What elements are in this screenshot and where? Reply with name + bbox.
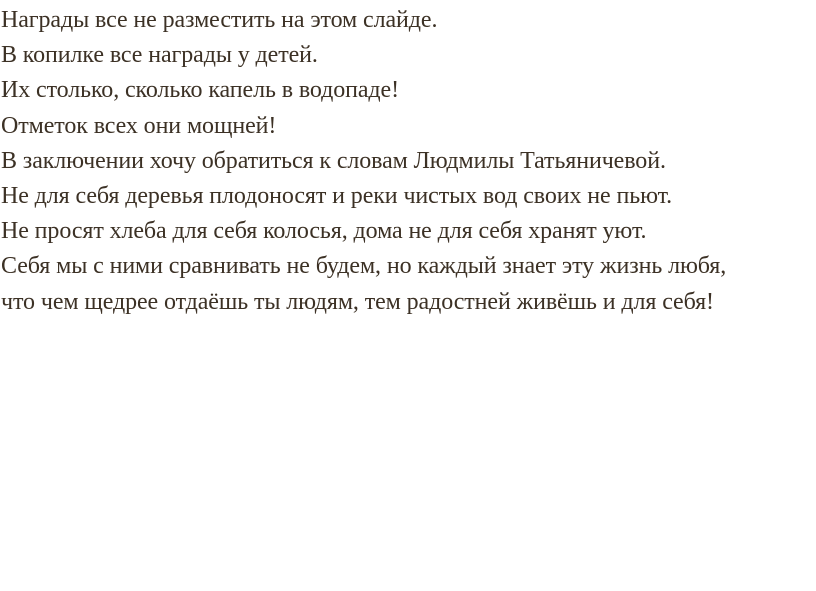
text-line-2: В копилке все награды у детей. [1,42,318,69]
text-line-6: Не для себя деревья плодоносят и реки чистых вод своих не пьют. [1,183,673,210]
text-line-3: Их столько, сколько капель в водопаде! [1,77,399,104]
text-line-8: Себя мы с ними сравнивать не будем, но каждый знает эту жизнь любя, [1,253,727,280]
text-line-1: Награды все не разместить на этом слайде. [1,7,438,33]
text-line-5: В заключении хочу обратиться к словам Людмилы Татьяничевой. [1,147,666,174]
slide-text-block [1,3,813,320]
text-line-7: Не просят хлеба для себя колосья, дома не для себя хранят уют. [1,218,647,245]
text-line-4: Отметок всех они мощней! [1,112,277,139]
text-line-9: что чем щедрее отдаёшь ты людям, тем радостней живёшь и для себя! [1,288,714,315]
